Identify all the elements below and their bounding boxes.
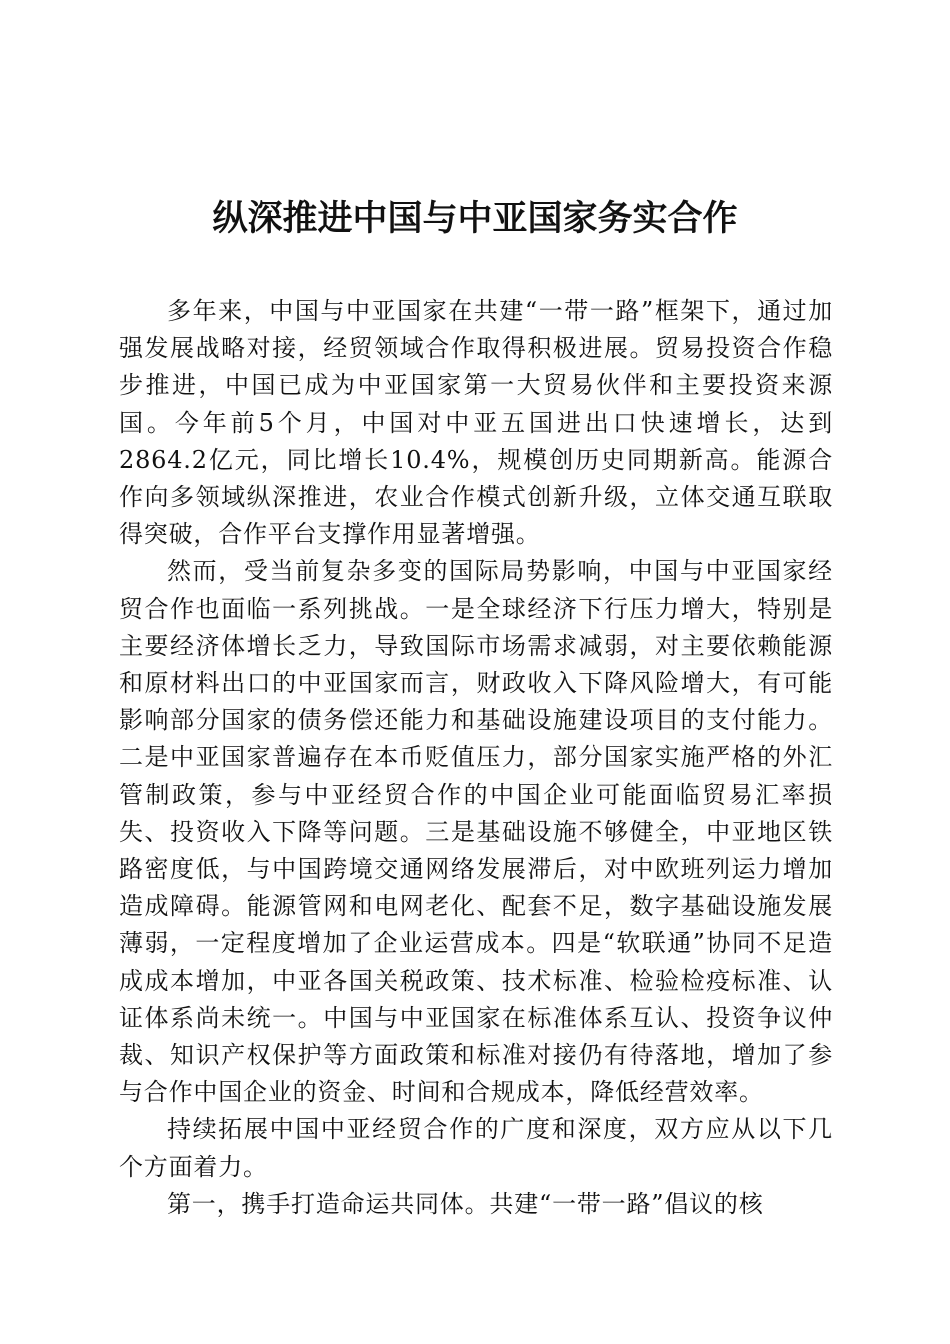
paragraph-intro: 多年来，中国与中亚国家在共建“一带一路”框架下，通过加强发展战略对接，经贸领域合作取得积极进展。贸易投资合作稳步推进，中国已成为中亚国家第一大贸易伙伴和主要投资来源国。今年前5个月，中国对中亚五国进出口快速增长，达到2864.2亿元，同比增长10.4%，规模创历史同期新高。能源合作向多领域纵深推进，农业合作模式创新升级，立体交通互联取得突破，合作平台支撑作用显著增强。 xyxy=(119,297,833,549)
paragraph-challenges: 然而，受当前复杂多变的国际局势影响，中国与中亚国家经贸合作也面临一系列挑战。一是全球经济下行压力增大，特别是主要经济体增长乏力，导致国际市场需求减弱，对主要依赖能源和原材料出口的中亚国家而言，财政收入下降风险增大，有可能影响部分国家的债务偿还能力和基础设施建设项目的支付能力。二是中亚国家普遍存在本币贬值压力，部分国家实施严格的外汇管制政策，参与中亚经贸合作的中国企业可能面临贸易汇率损失、投资收入下降等问题。三是基础设施不够健全，中亚地区铁路密度低，与中国跨境交通网络发展滞后，对中欧班列运力增加造成障碍。能源管网和电网老化、配套不足，数字基础设施发展薄弱，一定程度增加了企业运营成本。四是“软联通”协同不足造成成本增加，中亚各国关税政策、技术标准、检验检疫标准、认证体系尚未统一。中国与中亚国家在标准体系互认、投资争议仲裁、知识产权保护等方面政策和标准对接仍有待落地，增加了参与合作中国企业的资金、时间和合规成本，降低经营效率。 xyxy=(119,557,833,1107)
paragraph-first-measure: 第一，携手打造命运共同体。共建“一带一路”倡议的核 xyxy=(167,1189,764,1218)
document-title: 纵深推进中国与中亚国家务实合作 xyxy=(212,198,738,239)
paragraph-transition: 持续拓展中国中亚经贸合作的广度和深度，双方应从以下几个方面着力。 xyxy=(119,1115,833,1181)
document-body xyxy=(119,293,833,1223)
